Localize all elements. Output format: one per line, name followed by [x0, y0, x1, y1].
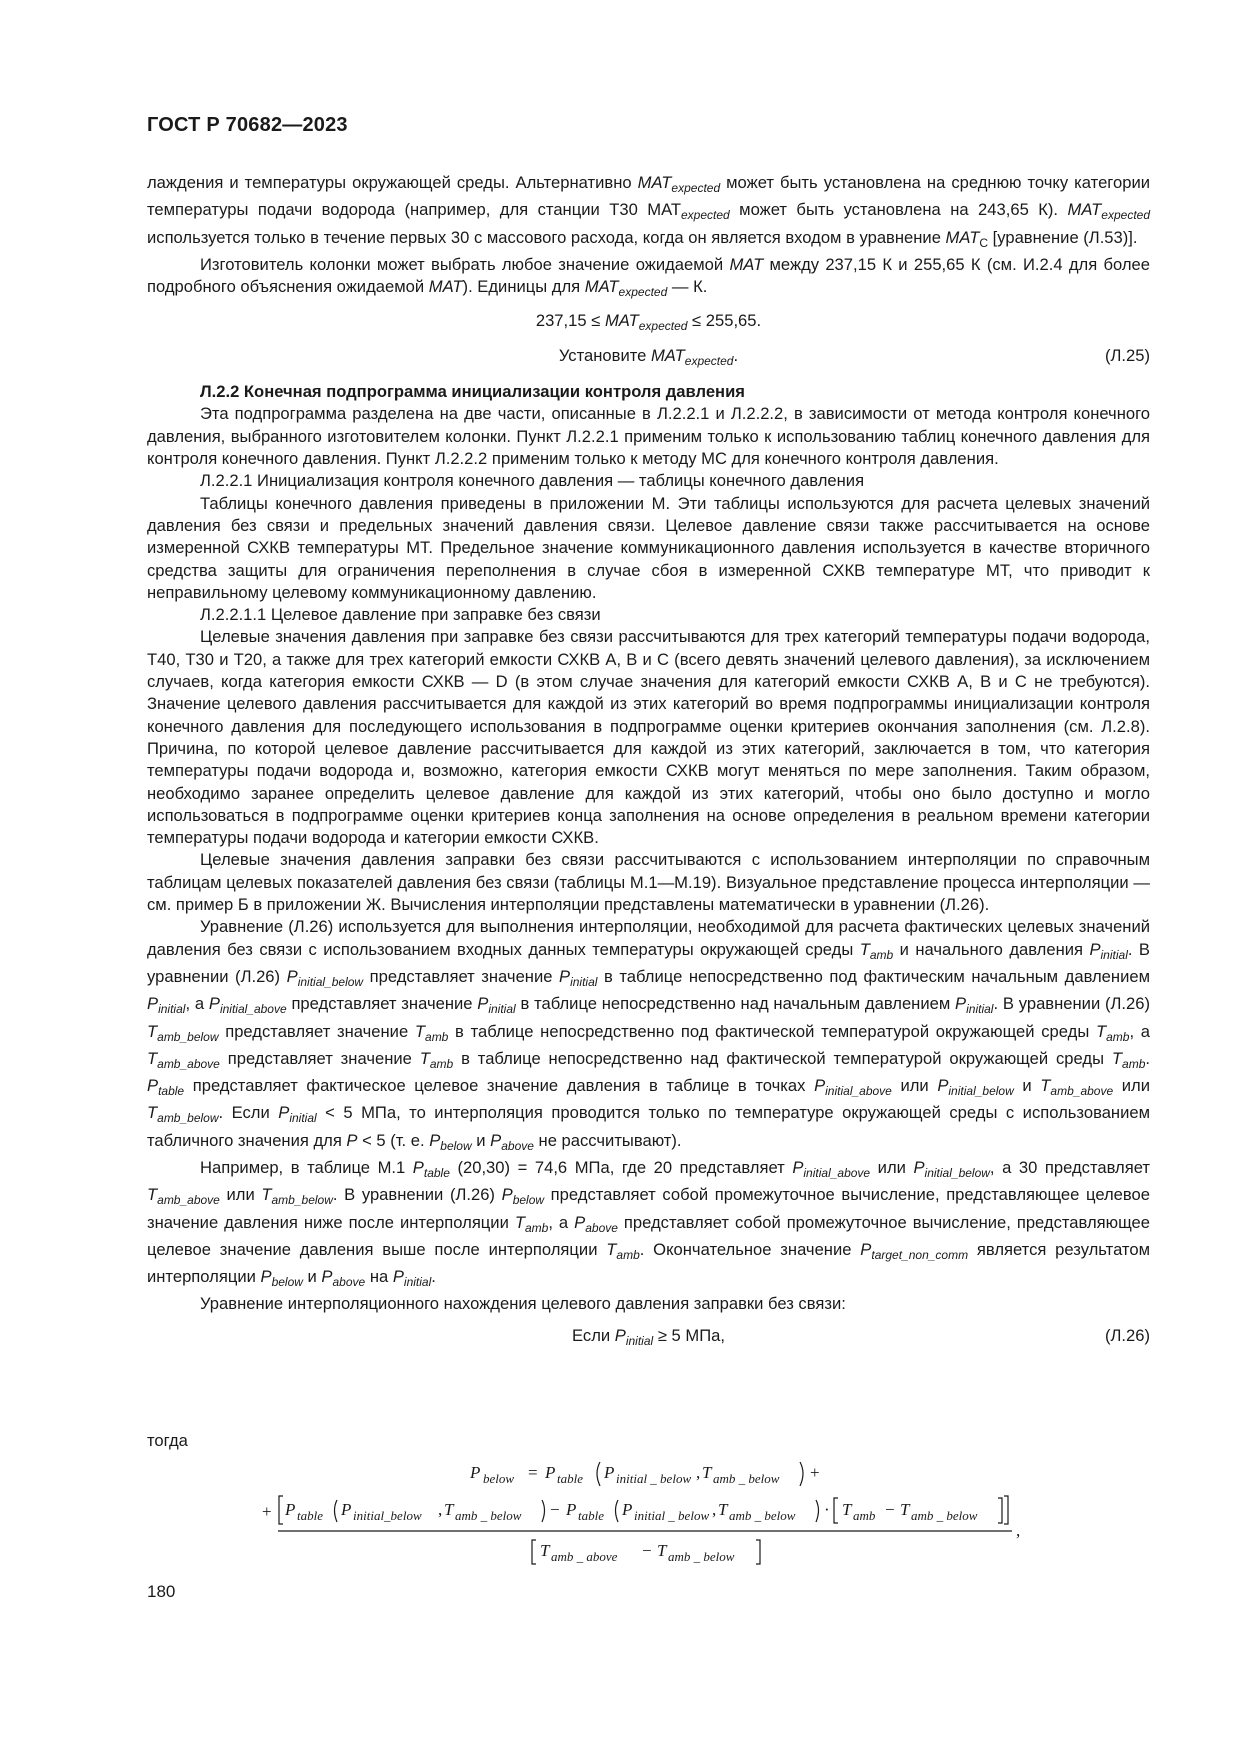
formula-P-init: P: [604, 1463, 615, 1482]
paragraph-5: Целевые значения давления при заправке без связи рассчитываются для трех категорий температуры подачи водорода, Т40, Т30 и Т20, а также для трех категорий емкости СХКВ А, В и С (всего девять значений целевого давления), за исключением случаев, когда категория емкости СХКВ — D (в этом случае значения для категорий емкости СХКВ А, В и С не требуются). Значение целевого давления рассчитывается для каждой из этих категорий во время подпрограммы инициализации контроля конечного давления для последующего использования в подпрограмме оценки критериев окончания заполнения (см. Л.2.8). Причина, по которой целевое давление рассчитывается для каждой из этих категорий, заключается в том, что категория температуры подачи водорода и, возможно, категория емкости СХКВ могут меняться по мере заполнения. Таким образом, необходимо заранее определить целевое давление для каждой из этих категорий, чтобы оно было доступно и могло использоваться в подпрограмме оценки критериев конца заполнения на основе определения в реальном времени категории температуры подачи водорода и категории емкости СХКВ.: [147, 627, 1150, 848]
formula-num-P4: P: [622, 1500, 633, 1519]
formula-sub-table: table: [557, 1471, 583, 1486]
formula-num-P3: P: [566, 1500, 577, 1519]
formula-comma-3: ,: [712, 1500, 717, 1519]
formula-num-amb2: amb _ below: [729, 1508, 796, 1523]
paragraph-7: Уравнение (Л.26) используется для выполнения интерполяции, необходимой для расчета фактических целевых значений давления без связи с использованием входных данных температуры окружающей среды $T_{amb}$ и начального давления $P_{initial}$. В уравнении (Л.26) $P_{initial\_below}$ представляет значение $P_{initial}$ в таблице непосредственно под фактическим начальным давлением $P_{initial}$, а $P_{initial\_above}$ представляет значение $P_{initial}$ в таблице непосредственно над начальным давлением $P_{initial}$. В уравнении (Л.26) $T_{amb\_below}$ представляет значение $T_{amb}$ в таблице непосредственно под фактической температурой окружающей среды $T_{amb}$, а $T_{amb\_above}$ представляет значение $T_{amb}$ в таблице непосредственно над фактической температурой окружающей среды $T_{amb}$. $P_{table}$ представляет фактическое целевое значение давления в таблице в точках $P_{initial\_above}$ или $P_{initial\_below}$ и $T_{amb\_above}$ или $T_{amb\_below}$. Если $P_{initial} < 5$ МПа, то интерполяция проводится только по температуре окружающей среды с использованием табличного значения для P < 5 (т. е. $P_{below}$ и $P_{above}$ не рассчитывают).: [147, 917, 1151, 1153]
document-header: ГОСТ Р 70682—2023: [147, 114, 348, 136]
formula-minus-2: −: [885, 1500, 895, 1519]
formula-num-amb3: amb: [853, 1508, 876, 1523]
body-text: [147, 172, 1150, 1357]
then-label: тогда: [147, 1431, 188, 1450]
formula-sub-below: below: [483, 1471, 515, 1486]
formula-minus-1: −: [550, 1500, 560, 1519]
formula-den-T1: T: [540, 1541, 550, 1560]
formula-num-P2: P: [341, 1500, 352, 1519]
formula-den-amb-below: amb _ below: [668, 1549, 735, 1564]
formula-equals: =: [528, 1463, 538, 1482]
equation-number-26: (Л.26): [1104, 1325, 1150, 1345]
formula-num-T3: T: [842, 1500, 852, 1519]
subsection-heading-1: Л.2.2.1 Инициализация контроля конечного давления — таблицы конечного давления: [200, 471, 865, 491]
paragraph-2: Изготовитель колонки может выбрать любое значение ожидаемой MAT между 237,15 К и 255,65 К (см. И.2.4 для более подробного объяснения ожидаемой MAT). Единицы для $MAT_{expected}$ — К.: [147, 254, 1150, 300]
formula-num-table1: table: [297, 1508, 323, 1523]
formula-plus-2: +: [262, 1502, 272, 1521]
paragraph-3: Эта подпрограмма разделена на две части, описанные в Л.2.2.1 и Л.2.2.2, в зависимости от метода контроля конечного давления, выбранного изготовителем колонки. Пункт Л.2.2.1 применим только к использованию таблиц конечного давления для контроля конечного давления. Пункт Л.2.2.2 применим только к методу МС для конечного контроля давления.: [147, 404, 1150, 469]
formula-mult: ·: [824, 1500, 830, 1519]
paragraph-1: лаждения и температуры окружающей среды. Альтернативно $MAT_{expected}$ может быть установлена на среднюю точку категории температуры подачи водорода (например, для станции Т30 $МАТ_{expected}$ может быть установлена на 243,65 К). $MAT_{expected}$ используется только в течение первых 30 с массового расхода, когда он является входом в уравнение $MAT_C$ [уравнение (Л.53)].: [147, 173, 1150, 250]
formula-num-P1: P: [285, 1500, 296, 1519]
formula-comma-2: ,: [438, 1500, 443, 1519]
formula-den-amb-above: amb _ above: [551, 1549, 618, 1564]
formula-num-amb4: amb _ below: [911, 1508, 978, 1523]
equation-26-condition: Если $P_{initial} \ge 5$ МПа, (Л.26): [572, 1325, 1150, 1348]
formula-P-table: P: [545, 1463, 556, 1482]
paragraph-8: Например, в таблице М.1 $P_{table}$ (20,30) = 74,6 МПа, где 20 представляет $P_{initial\_above}$ или $P_{initial\_below}$, а 30 представляет $T_{amb\_above}$ или $T_{amb\_below}$. В уравнении (Л.26) $P_{below}$ представляет собой промежуточное вычисление, представляющее целевое значение давления ниже после интерполяции $T_{amb}$, а $P_{above}$ представляет собой промежуточное вычисление, представляющее целевое значение давления выше после интерполяции $T_{amb}$. Окончательное значение $P_{target\_non\_comm}$ является результатом интерполяции $P_{below}$ и $P_{above}$ на $P_{initial}$.: [147, 1157, 1150, 1290]
formula-num-amb1: amb _ below: [455, 1508, 522, 1523]
formula-comma-1: ,: [696, 1463, 701, 1482]
formula-num-T1: T: [444, 1500, 454, 1519]
subsection-heading-2: Л.2.2.1.1 Целевое давление при заправке без связи: [200, 605, 601, 625]
formula-num-T2: T: [718, 1500, 728, 1519]
formula-den-T2: T: [657, 1541, 667, 1560]
formula-num-init2: initial _ below: [634, 1508, 710, 1523]
formula-trailing-comma: ,: [1016, 1521, 1021, 1540]
equation-range: $237,15 \le MAT_{expected} \le 255,65$.: [535, 311, 762, 334]
section-heading: Л.2.2 Конечная подпрограмма инициализации контроля давления: [200, 382, 745, 402]
page-number: 180: [147, 1582, 176, 1601]
interpolation-formula: [0, 1448, 1241, 1568]
formula-num-table2: table: [578, 1508, 604, 1523]
formula-num-T4: T: [900, 1500, 910, 1519]
formula-plus-1: +: [810, 1463, 820, 1482]
formula-den-minus: −: [642, 1541, 652, 1560]
paragraph-9: Уравнение интерполяционного нахождения целевого давления заправки без связи:: [200, 1294, 846, 1314]
formula-sub-amb-below: amb _ below: [713, 1471, 780, 1486]
equation-25: Установите $MAT_{expected}$. (Л.25): [558, 346, 1150, 369]
formula-sub-init-below: initial _ below: [616, 1471, 692, 1486]
formula-num-init1: initial_below: [353, 1508, 422, 1523]
equation-number-25: (Л.25): [1104, 346, 1150, 366]
formula-T-amb: T: [702, 1463, 712, 1482]
paragraph-6: Целевые значения давления заправки без связи рассчитываются с использованием интерполяции по справочным таблицам целевых показателей давления без связи (таблицы М.1—М.19). Визуальное представление процесса интерполяции — см. пример Б в приложении Ж. Вычисления интерполяции представлены математически в уравнении (Л.26).: [147, 850, 1150, 915]
paragraph-4: Таблицы конечного давления приведены в приложении М. Эти таблицы используются для расчета целевых значений давления без связи и предельных значений давления связи. Целевое давление связи также рассчитывается на основе измеренной СХКВ температуры МТ. Предельное значение коммуникационного давления используется в качестве вторичного средства защиты для ограничения переполнения в случае сбоя в измеренной СХКВ температуре МТ, что приводит к неправильному целевому коммуникационному давлению.: [147, 493, 1150, 602]
formula-P: P: [470, 1463, 481, 1482]
